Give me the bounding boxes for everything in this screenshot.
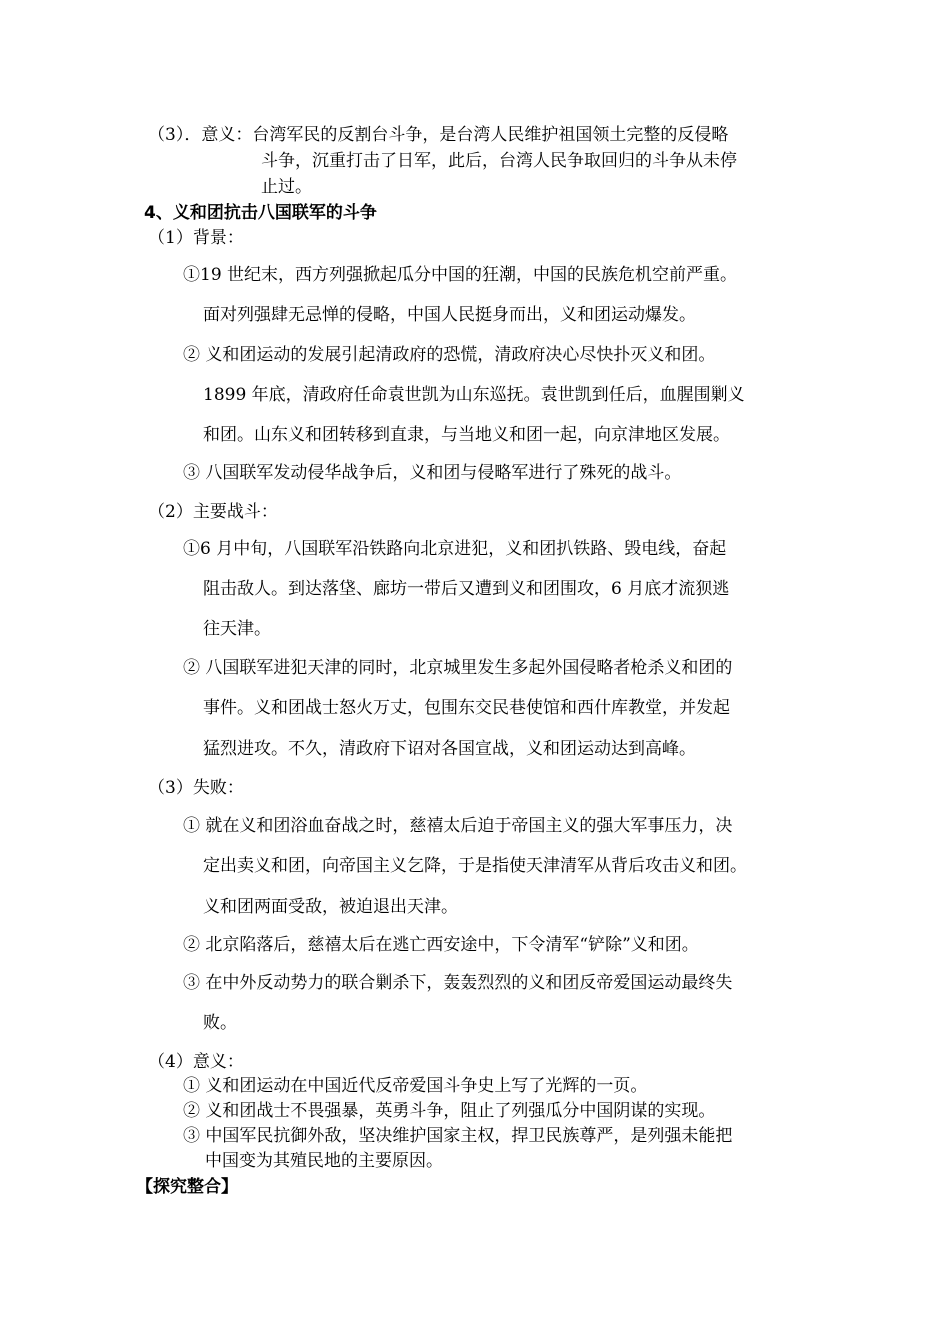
battles-item-2-line-2: 事件。义和团战士怒火万丈，包围东交民巷使馆和西什库教堂，并发起: [203, 698, 730, 718]
battles-item-1-line-2: 阻击敌人。到达落垡、廊坊一带后又遭到义和团围攻，6 月底才流狈逃: [203, 579, 730, 599]
failure-item-1-line-3: 义和团两面受敌，被迫退出天津。: [203, 897, 458, 917]
background-item-1-line-2: 面对列强肆无忌惮的侵略，中国人民挺身而出，义和团运动爆发。: [203, 305, 696, 325]
battles-item-1-line-1: ①6 月中旬，八国联军沿铁路向北京进犯，义和团扒铁路、毁电线，奋起: [183, 539, 727, 559]
failure-item-3-line-2: 败。: [203, 1013, 237, 1033]
inquiry-heading: 【探究整合】: [136, 1177, 238, 1197]
background-item-3-line-1: ③ 八国联军发动侵华战争后，义和团与侵略军进行了殊死的战斗。: [183, 463, 682, 483]
background-item-1-line-1: ①19 世纪末，西方列强掀起瓜分中国的狂潮，中国的民族危机空前严重。: [183, 265, 738, 285]
background-item-2-line-3: 和团。山东义和团转移到直隶，与当地义和团一起，向京津地区发展。: [203, 425, 730, 445]
background-item-2-line-2: 1899 年底，清政府任命袁世凯为山东巡抚。袁世凯到任后，血腥围剿义: [203, 385, 745, 405]
taiwan-meaning-line-2: 斗争，沉重打击了日军，此后，台湾人民争取回归的斗争从未停: [261, 151, 737, 171]
failure-item-1-line-1: ① 就在义和团浴血奋战之时，慈禧太后迫于帝国主义的强大军事压力，决: [183, 816, 733, 836]
significance-item-3-line-1: ③ 中国军民抗御外敌，坚决维护国家主权，捍卫民族尊严，是列强未能把: [183, 1126, 733, 1146]
battles-item-2-line-1: ② 八国联军进犯天津的同时，北京城里发生多起外国侵略者枪杀义和团的: [183, 658, 733, 678]
failure-item-1-line-2: 定出卖义和团，向帝国主义乞降，于是指使天津清军从背后攻击义和团。: [203, 856, 747, 876]
section-heading: 4、义和团抗击八国联军的斗争: [144, 203, 377, 223]
battles-label: （2）主要战斗：: [148, 502, 278, 522]
battles-item-2-line-3: 猛烈进攻。不久，清政府下诏对各国宣战，义和团运动达到高峰。: [203, 739, 696, 759]
battles-item-1-line-3: 往天津。: [203, 619, 271, 639]
significance-label: （4）意义：: [148, 1052, 244, 1072]
failure-item-3-line-1: ③ 在中外反动势力的联合剿杀下，轰轰烈烈的义和团反帝爱国运动最终失: [183, 973, 733, 993]
background-item-2-line-1: ② 义和团运动的发展引起清政府的恐慌，清政府决心尽快扑灭义和团。: [183, 345, 716, 365]
failure-item-2-line-1: ② 北京陷落后，慈禧太后在逃亡西安途中，下令清军“铲除”义和团。: [183, 935, 699, 955]
background-label: （1）背景：: [148, 228, 244, 248]
failure-label: （3）失败：: [148, 778, 244, 798]
significance-item-1: ① 义和团运动在中国近代反帝爱国斗争史上写了光辉的一页。: [183, 1076, 648, 1096]
significance-item-3-line-2: 中国变为其殖民地的主要原因。: [205, 1151, 443, 1171]
taiwan-meaning-line-1: （3）．意义：台湾军民的反割台斗争，是台湾人民维护祖国领土完整的反侵略: [148, 125, 729, 145]
taiwan-meaning-line-3: 止过。: [261, 177, 312, 197]
significance-item-2: ② 义和团战士不畏强暴，英勇斗争，阻止了列强瓜分中国阴谋的实现。: [183, 1101, 716, 1121]
